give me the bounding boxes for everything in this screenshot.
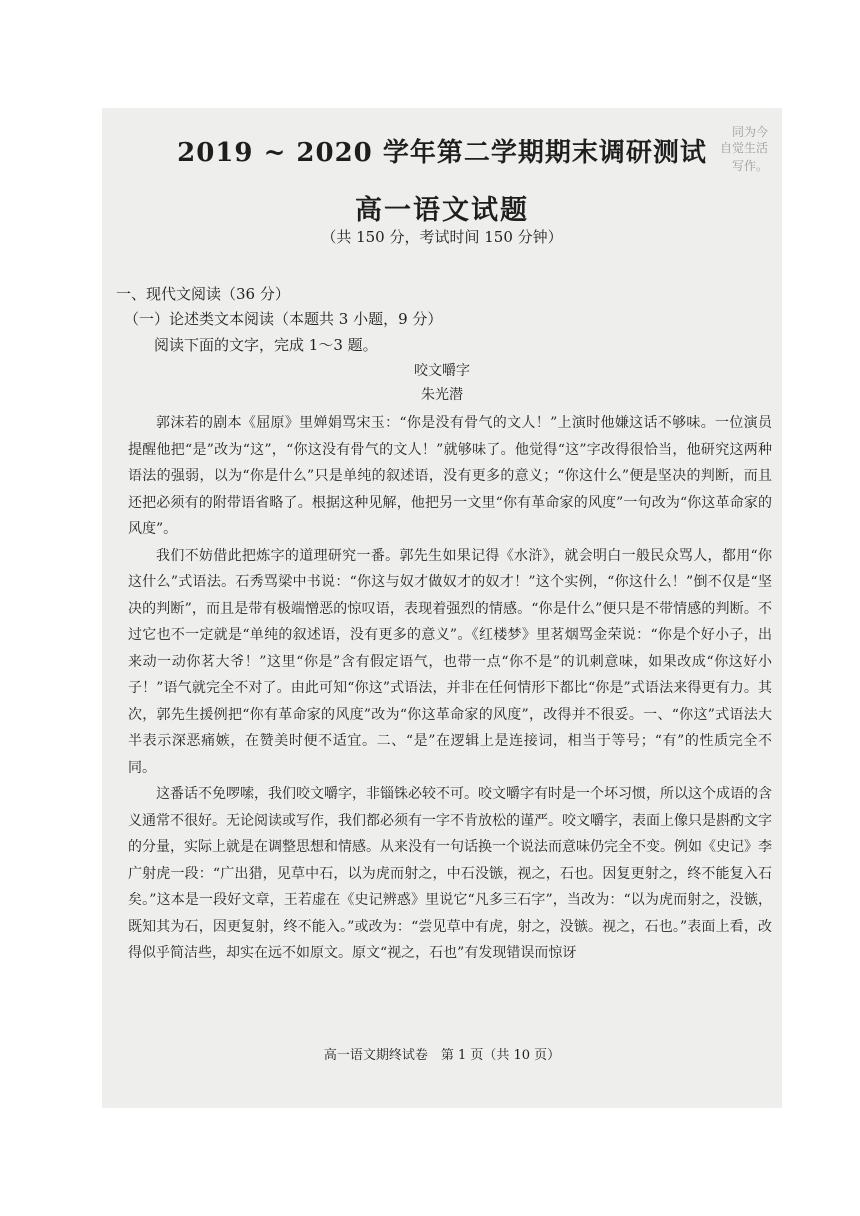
exam-info: （共 150 分，考试时间 150 分钟） — [321, 228, 563, 246]
article-body — [128, 410, 772, 967]
exam-page — [102, 108, 782, 1108]
article-author: 朱光潜 — [421, 387, 463, 403]
exam-title: 2019 ~ 2020 学年第二学期期末调研测试 — [177, 138, 707, 168]
bleed-text: 自觉生活 — [719, 141, 768, 155]
article-paragraph: 这番话不免啰嗦，我们咬文嚼字，非锱铢必较不可。咬文嚼字有时是一个坏习惯，所以这个成语的含义通常不很好。无论阅读或写作，我们都必须有一字不肯放松的谨严。咬文嚼字，表面上像只是斟酌文字的分量，实际上就是在调整思想和情感。从来没有一句话换一个说法而意味仍完全不变。例如《史记》李广射虎一段：“广出猎，见草中石，以为虎而射之，中石没镞，视之，石也。因复更射之，终不能复入石矣。”这本是一段好文章，王若虚在《史记辨惑》里说它“凡多三石字”，当改为：“以为虎而射之，没镞，既知其为石，因更复射，终不能入。”或改为：“尝见草中有虎，射之，没镞。视之，石也。”表面上看，改得似乎简洁些，却实在远不如原文。原文“视之，石也”有发现错误而惊讶 — [128, 786, 772, 961]
page-footer: 高一语文期终试卷 第 1 页（共 10 页） — [323, 1048, 561, 1063]
bleed-text: 同为今 — [731, 125, 768, 139]
article-paragraph: 郭沫若的剧本《屈原》里婵娟骂宋玉：“你是没有骨气的文人！”上演时他嫌这话不够味。一位演员提醒他把“是”改为“这”，“你这没有骨气的文人！”就够味了。他觉得“这”字改得很恰当，他研究这两种语法的强弱，以为“你是什么”只是单纯的叙述语，没有更多的意义；“你这什么”便是坚决的判断，而且还把必须有的附带语省略了。根据这种见解，他把另一文里“你有革命家的风度”一句改为“你这革命家的风度”。 — [128, 415, 772, 537]
exam-subject-title: 高一语文试题 — [355, 195, 529, 226]
article-title: 咬文嚼字 — [414, 363, 470, 379]
instruction-text: 阅读下面的文字，完成 1～3 题。 — [154, 336, 378, 354]
article-paragraph: 我们不妨借此把炼字的道理研究一番。郭先生如果记得《水浒》，就会明白一般民众骂人，都用“你这什么”式语法。石秀骂梁中书说：“你这与奴才做奴才的奴才！”这个实例，“你这什么！”倒不仅是“坚决的判断”，而且是带有极端憎恶的惊叹语，表现着强烈的情感。“你是什么”便只是不带情感的判断。不过它也不一定就是“单纯的叙述语，没有更多的意义”。《红楼梦》里茗烟骂金荣说：“你是个好小子，出来动一动你茗大爷！”这里“你是”含有假定语气，也带一点“你不是”的讥刺意味，如果改成“你这好小子！”语气就完全不对了。由此可知“你这”式语法，并非在任何情形下都比“你是”式语法来得更有力。其次，郭先生援例把“你有革命家的风度”改为“你这革命家的风度”，改得并不很妥。一、“你这”式语法大半表示深恶痛嫉，在赞美时便不适宜。二、“是”在逻辑上是连接词，相当于等号；“有”的性质完全不同。 — [128, 547, 772, 776]
bleed-text: 写作。 — [731, 159, 768, 173]
section-heading: 一、现代文阅读（36 分） — [116, 285, 290, 303]
subsection-heading: （一）论述类文本阅读（本题共 3 小题，9 分） — [124, 310, 443, 328]
